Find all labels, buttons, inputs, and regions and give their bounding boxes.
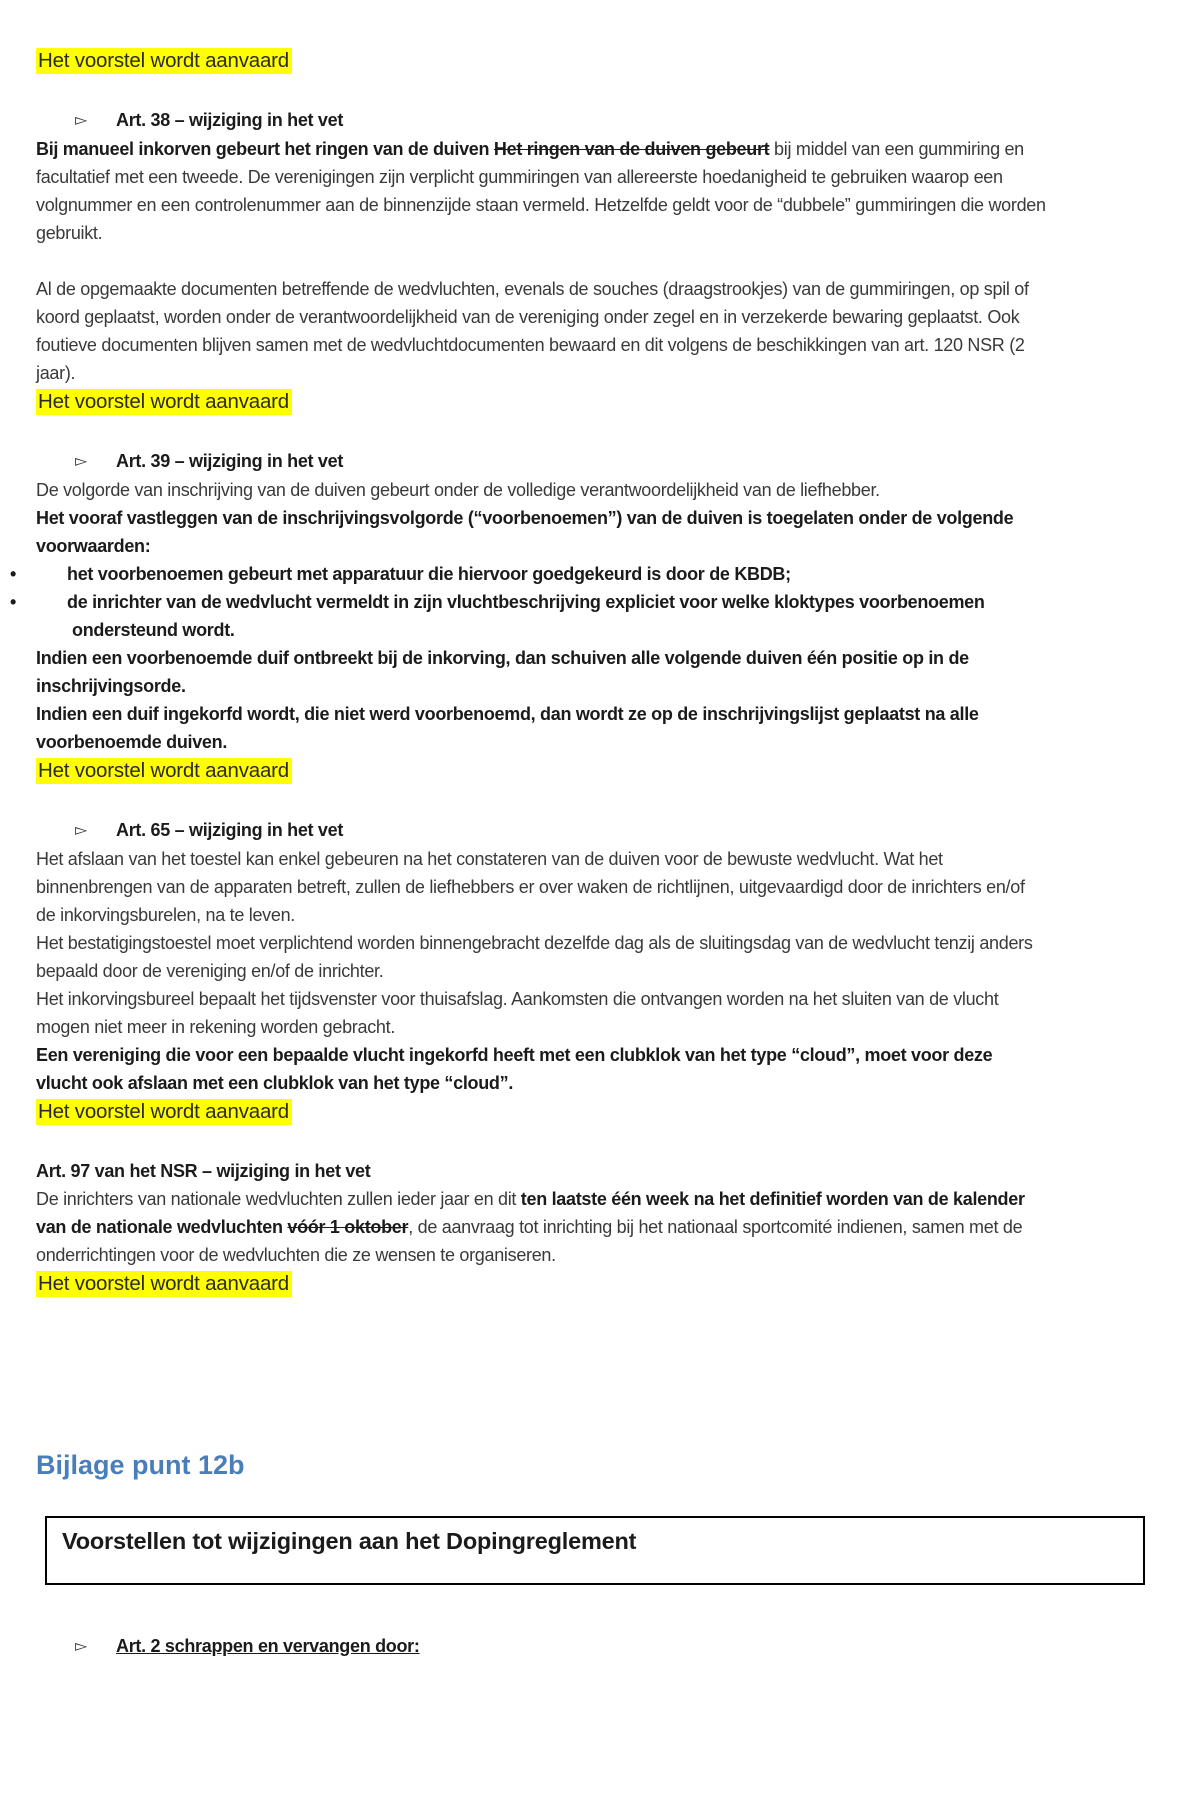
highlight-accepted-5-text: Het voorstel wordt aanvaard — [36, 1271, 292, 1297]
article-65-paragraph-1-text: Het afslaan van het toestel kan enkel gebeuren na het constateren van de duiven voor de bewuste wedvlucht. Wat het binnenbrengen van de apparaten betreft, zullen de liefhebbers er over waken de richtlijnen, uitgevaardigd door de inrichters en/of de inkorvingsburelen, na te leven. — [36, 849, 1025, 925]
article-2-heading — [36, 1632, 1085, 1661]
highlight-accepted-4-text: Het voorstel wordt aanvaard — [36, 1099, 292, 1125]
highlight-accepted-3-text: Het voorstel wordt aanvaard — [36, 758, 292, 784]
article-39-bullet-1 — [10, 560, 1082, 588]
highlight-accepted-3 — [36, 756, 1046, 786]
arrow-bullet-icon: ▻ — [75, 453, 88, 470]
highlight-accepted-1-text: Het voorstel wordt aanvaard — [36, 48, 292, 74]
article-38-heading — [36, 106, 1085, 135]
article-65-paragraph-1 — [36, 845, 1046, 929]
arrow-bullet-icon: ▻ — [75, 822, 88, 839]
highlight-accepted-2-text: Het voorstel wordt aanvaard — [36, 389, 292, 415]
article-39-paragraph-3 — [36, 644, 1046, 700]
article-39-paragraph-4 — [36, 700, 1046, 756]
article-38-paragraph-1 — [36, 135, 1046, 247]
article-39-paragraph-1-text: De volgorde van inschrijving van de duiven gebeurt onder de volledige verantwoordelijkheid van de liefhebber. — [36, 480, 880, 500]
bullet-icon: • — [10, 592, 17, 612]
article-39-paragraph-2 — [36, 504, 1046, 560]
article-38-paragraph-2-text: Al de opgemaakte documenten betreffende de wedvluchten, evenals de souches (draagstrookjes) van de gummiringen, op spil of koord geplaatst, worden onder de verantwoordelijkheid van de vereniging onder zegel en in verzekerde bewaring geplaatst. Ook foutieve documenten blijven samen met de wedvluchtdocumenten bewaard en dit volgens de beschikkingen van art. 120 NSR (2 jaar). — [36, 279, 1029, 383]
article-65-paragraph-2-text: Het bestatigingstoestel moet verplichtend worden binnengebracht dezelfde dag als de sluitingsdag van de wedvlucht tenzij anders bepaald door de vereniging en/of de inrichter. — [36, 933, 1033, 981]
arrow-bullet-icon: ▻ — [75, 112, 88, 129]
article-2-heading-text: Art. 2 schrappen en vervangen door: — [116, 1636, 420, 1656]
article-38-heading-text: Art. 38 – wijziging in het vet — [116, 110, 344, 130]
article-65-paragraph-3 — [36, 985, 1046, 1041]
arrow-bullet-icon: ▻ — [75, 1638, 88, 1655]
article-65-heading — [36, 816, 1085, 845]
article-65-paragraph-2 — [36, 929, 1046, 985]
article-39-bullet-1-text: het voorbenoemen gebeurt met apparatuur die hiervoor goedgekeurd is door de KBDB; — [67, 564, 791, 584]
highlight-accepted-2 — [36, 387, 1046, 417]
article-97-paragraph-1-text: De inrichters van nationale wedvluchten zullen ieder jaar en dit ten laatste één week na het definitief worden van de kalender van de nationale wedvluchten vóór 1 oktober, de aanvraag tot inrichting bij het nationaal sportcomité indienen, samen met de onderrichtingen voor de wedvluchten die ze wensen te organiseren. — [36, 1189, 1025, 1265]
article-65-paragraph-3-text: Het inkorvingsbureel bepaalt het tijdsvenster voor thuisafslag. Aankomsten die ontvangen worden na het sluiten van de vlucht mogen niet meer in rekening worden gebracht. — [36, 989, 999, 1037]
article-39-paragraph-3-text: Indien een voorbenoemde duif ontbreekt bij de inkorving, dan schuiven alle volgende duiven één positie op in de inschrijvingsorde. — [36, 648, 969, 696]
article-65-paragraph-4-text: Een vereniging die voor een bepaalde vlucht ingekorfd heeft met een clubklok van het type “cloud”, moet voor deze vlucht ook afslaan met een clubklok van het type “cloud”. — [36, 1045, 993, 1093]
article-39-heading-text: Art. 39 – wijziging in het vet — [116, 451, 344, 471]
highlight-accepted-1 — [36, 46, 1046, 76]
doping-boxed-title — [45, 1516, 1145, 1585]
highlight-accepted-5 — [36, 1269, 1046, 1299]
article-38-paragraph-1-text: Bij manueel inkorven gebeurt het ringen van de duiven Het ringen van de duiven gebeurt bij middel van een gummiring en facultatief met een tweede. De verenigingen zijn verplicht gummiringen van allereerste hoedanigheid te gebruiken waarop een volgnummer en een controlenummer aan de binnenzijde staan vermeld. Hetzelfde geldt voor de “dubbele” gummiringen die worden gebruikt. — [36, 139, 1046, 243]
bijlage-12b-heading-text: Bijlage punt 12b — [36, 1450, 245, 1480]
bijlage-12b-heading — [36, 1449, 1046, 1482]
highlight-accepted-4 — [36, 1097, 1046, 1127]
article-39-heading — [36, 447, 1085, 476]
article-39-bullet-2-text: de inrichter van de wedvlucht vermeldt in zijn vluchtbeschrijving expliciet voor welke kloktypes voorbenoemen ondersteund wordt. — [67, 592, 985, 640]
article-39-paragraph-2-text: Het vooraf vastleggen van de inschrijvingsvolgorde (“voorbenoemen”) van de duiven is toegelaten onder de volgende voorwaarden: — [36, 508, 1014, 556]
article-39-paragraph-4-text: Indien een duif ingekorfd wordt, die niet werd voorbenoemd, dan wordt ze op de inschrijvingslijst geplaatst na alle voorbenoemde duiven. — [36, 704, 979, 752]
article-97-heading-text: Art. 97 van het NSR – wijziging in het vet — [36, 1161, 371, 1181]
bullet-icon: • — [10, 564, 17, 584]
article-39-bullet-2 — [10, 588, 1082, 644]
article-65-paragraph-4 — [36, 1041, 1046, 1097]
article-39-paragraph-1 — [36, 476, 1046, 504]
article-97-heading — [36, 1157, 1046, 1185]
article-38-paragraph-2 — [36, 275, 1046, 387]
doping-boxed-title-text: Voorstellen tot wijzigingen aan het Dopingreglement — [62, 1528, 637, 1554]
article-97-paragraph-1 — [36, 1185, 1046, 1269]
article-65-heading-text: Art. 65 – wijziging in het vet — [116, 820, 344, 840]
